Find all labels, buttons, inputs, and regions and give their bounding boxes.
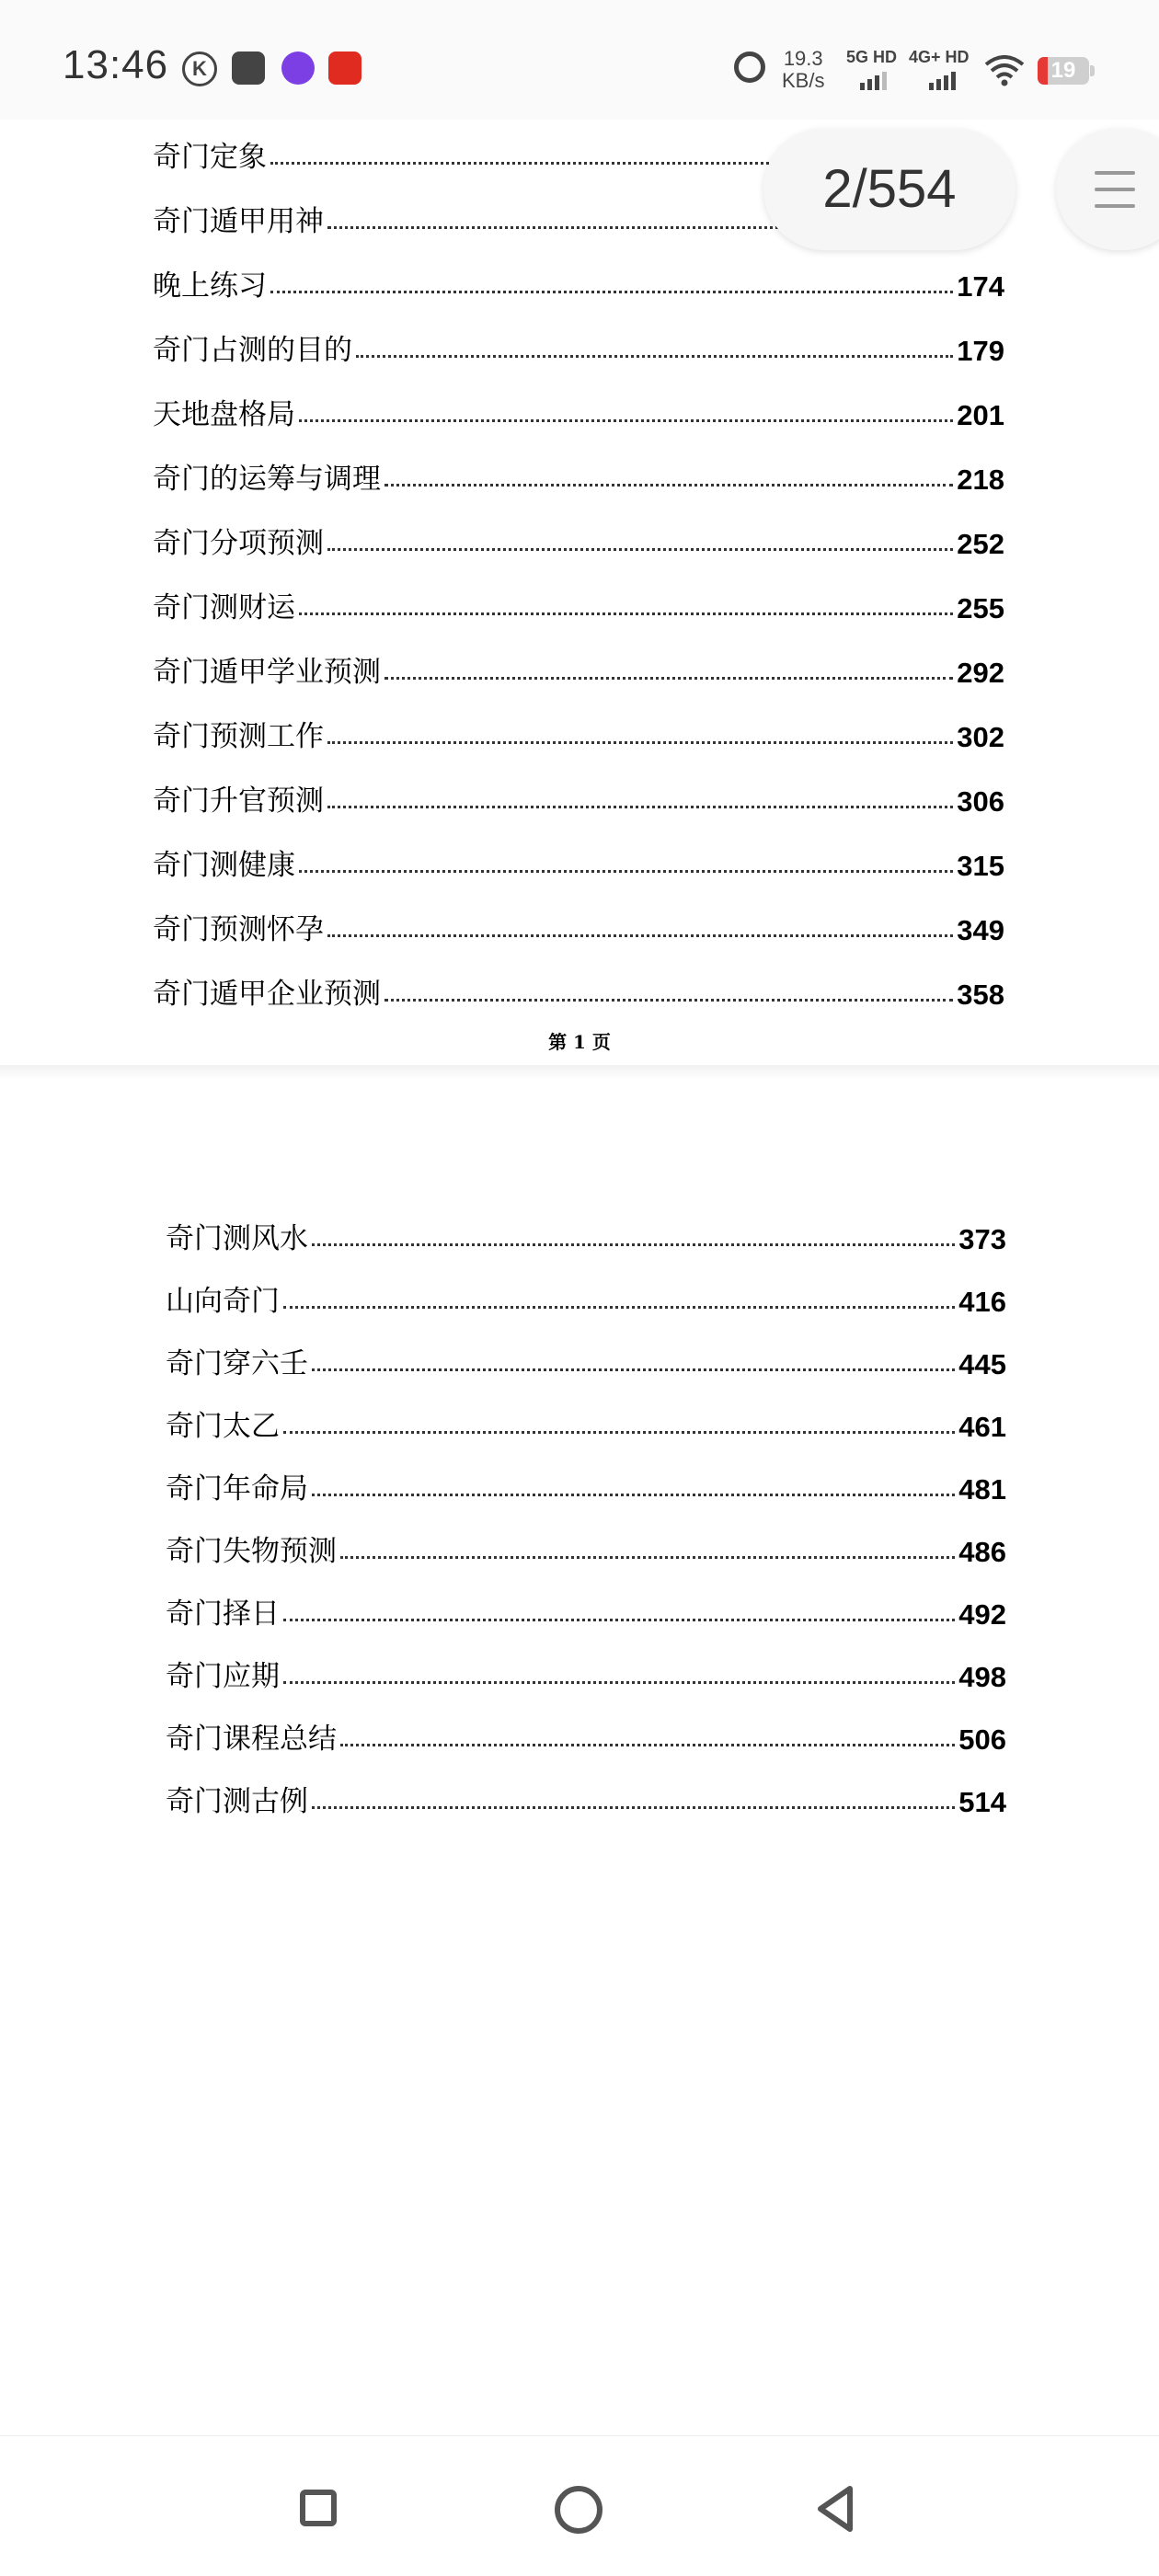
- toc-entry-title: 奇门测健康: [153, 849, 295, 882]
- toc-leader-dots: [384, 999, 953, 1002]
- toc-leader-dots: [327, 934, 953, 937]
- infinity-app-icon: [281, 52, 315, 85]
- toc-entry-page-number: 302: [957, 721, 1004, 753]
- alarm-icon: [734, 52, 765, 83]
- network-label-4g: 4G+ HD: [909, 48, 970, 66]
- toc-entry-title: 奇门预测怀孕: [153, 913, 324, 946]
- toc-leader-dots: [283, 1619, 955, 1621]
- toc-entry-page-number: 416: [958, 1286, 1006, 1318]
- toc-entry-page-number: 445: [958, 1348, 1006, 1380]
- speed-unit: KB/s: [782, 69, 825, 92]
- toc-entry[interactable]: [166, 1459, 1006, 1506]
- toc-entry[interactable]: [153, 835, 1004, 883]
- toc-leader-dots: [327, 806, 953, 808]
- toc-leader-dots: [312, 1368, 955, 1371]
- toc-leader-dots: [340, 1744, 955, 1746]
- wifi-icon: [984, 55, 1025, 86]
- recents-button[interactable]: [300, 2490, 337, 2526]
- toc-entry-title: 奇门定象: [153, 141, 267, 174]
- network-speed: [782, 48, 824, 92]
- toc-leader-dots: [299, 613, 953, 615]
- page-separator: [0, 1065, 1159, 1080]
- toc-entry[interactable]: [153, 899, 1004, 947]
- toc-entry-title: 奇门分项预测: [153, 527, 324, 560]
- toc-entry[interactable]: [166, 1771, 1006, 1819]
- toc-entry-page-number: 486: [958, 1536, 1006, 1568]
- toc-entry-title: 天地盘格局: [153, 398, 295, 431]
- toc-entry[interactable]: [153, 449, 1004, 497]
- toc-entry[interactable]: [153, 964, 1004, 1012]
- back-button[interactable]: [813, 2484, 859, 2534]
- toc-entry[interactable]: [153, 578, 1004, 625]
- toc-leader-dots: [270, 291, 953, 293]
- page-footer: 第 1 页: [548, 1031, 611, 1053]
- toc-entry-title: 奇门测风水: [166, 1222, 308, 1255]
- toc-entry[interactable]: [153, 706, 1004, 754]
- toc-entry[interactable]: [166, 1646, 1006, 1694]
- toc-entry[interactable]: [153, 384, 1004, 432]
- toc-entry[interactable]: [153, 256, 1004, 303]
- toc-entry-title: 奇门测财运: [153, 591, 295, 624]
- battery-percent: 19: [1050, 58, 1076, 83]
- toc-entry-page-number: 255: [957, 592, 1004, 624]
- toc-entry[interactable]: [153, 771, 1004, 819]
- toc-entry-page-number: 174: [957, 270, 1004, 303]
- toc-entry-page-number: 349: [957, 914, 1004, 946]
- toc-entry[interactable]: [153, 320, 1004, 368]
- toc-entry-title: 奇门太乙: [166, 1410, 280, 1443]
- scissors-app-icon: [232, 52, 265, 85]
- toc-entry-page-number: 201: [957, 399, 1004, 431]
- toc-entry-page-number: 461: [958, 1411, 1006, 1443]
- toc-leader-dots: [327, 741, 953, 744]
- status-bar: [0, 0, 1159, 138]
- battery-icon: [1038, 57, 1089, 85]
- toc-entry-title: 山向奇门: [166, 1285, 280, 1318]
- toc-entry[interactable]: [166, 1396, 1006, 1444]
- toc-entry-page-number: 306: [957, 785, 1004, 818]
- toc-entry-title: 奇门遁甲学业预测: [153, 656, 381, 689]
- listen-app-icon: [328, 52, 361, 85]
- toc-entry-page-number: 358: [957, 979, 1004, 1011]
- toc-entry-title: 奇门占测的目的: [153, 334, 352, 367]
- toc-leader-dots: [384, 484, 953, 487]
- toc-entry[interactable]: [153, 513, 1004, 561]
- toc-entry-title: 奇门课程总结: [166, 1723, 337, 1756]
- toc-leader-dots: [356, 355, 953, 358]
- toc-entry-page-number: 218: [957, 464, 1004, 496]
- signal-icon: [860, 72, 889, 90]
- toc-entry-title: 奇门择日: [166, 1597, 280, 1631]
- k-icon: K: [182, 52, 217, 86]
- toc-leader-dots: [283, 1306, 955, 1309]
- toc-entry-title: 奇门的运筹与调理: [153, 463, 381, 496]
- toc-entry-page-number: 292: [957, 657, 1004, 689]
- toc-entry-page-number: 514: [958, 1786, 1006, 1818]
- toc-leader-dots: [283, 1681, 955, 1684]
- toc-entry-title: 奇门应期: [166, 1660, 280, 1693]
- toc-entry-title: 奇门升官预测: [153, 784, 324, 818]
- toc-leader-dots: [340, 1556, 955, 1559]
- home-button[interactable]: [555, 2486, 602, 2534]
- toc-leader-dots: [312, 1806, 955, 1809]
- toc-entry[interactable]: [166, 1208, 1006, 1256]
- toc-entry-page-number: 498: [958, 1661, 1006, 1693]
- toc-entry-title: 奇门遁甲企业预测: [153, 978, 381, 1011]
- toc-entry-page-number: 315: [957, 850, 1004, 882]
- toc-leader-dots: [299, 870, 953, 873]
- toc-entry-title: 奇门测古例: [166, 1785, 308, 1818]
- toc-leader-dots: [384, 677, 953, 680]
- toc-entry-title: 晚上练习: [153, 269, 267, 303]
- toc-entry-page-number: 252: [957, 528, 1004, 560]
- toc-entry-title: 奇门遁甲用神: [153, 205, 324, 238]
- toc-entry-page-number: 373: [958, 1223, 1006, 1255]
- toc-entry-title: 奇门失物预测: [166, 1535, 337, 1568]
- toc-leader-dots: [312, 1494, 955, 1496]
- clock: 13:46: [63, 42, 169, 87]
- toc-entry[interactable]: [153, 642, 1004, 690]
- toc-entry[interactable]: [166, 1271, 1006, 1319]
- toc-entry-page-number: 492: [958, 1598, 1006, 1631]
- navigation-bar: [0, 2435, 1159, 2576]
- toc-entry-page-number: 506: [958, 1723, 1006, 1756]
- toc-leader-dots: [283, 1431, 955, 1434]
- signal-icon: [929, 72, 958, 90]
- toc-entry-title: 奇门年命局: [166, 1472, 308, 1506]
- toc-entry-page-number: 179: [957, 335, 1004, 367]
- toc-leader-dots: [327, 548, 953, 551]
- toc-entry[interactable]: [166, 1334, 1006, 1381]
- toc-entry-title: 奇门穿六壬: [166, 1347, 308, 1380]
- toc-leader-dots: [299, 419, 953, 422]
- toc-entry[interactable]: [166, 1521, 1006, 1569]
- page-indicator[interactable]: 2/554: [763, 129, 1016, 250]
- network-label-5g: 5G HD: [846, 48, 898, 66]
- toc-entry-title: 奇门预测工作: [153, 720, 324, 753]
- toc-entry[interactable]: [166, 1709, 1006, 1757]
- toc-entry[interactable]: [166, 1584, 1006, 1631]
- toc-entry-page-number: 481: [958, 1473, 1006, 1506]
- speed-value: 19.3: [783, 47, 823, 70]
- toc-leader-dots: [312, 1243, 955, 1246]
- battery-tip: [1090, 65, 1095, 76]
